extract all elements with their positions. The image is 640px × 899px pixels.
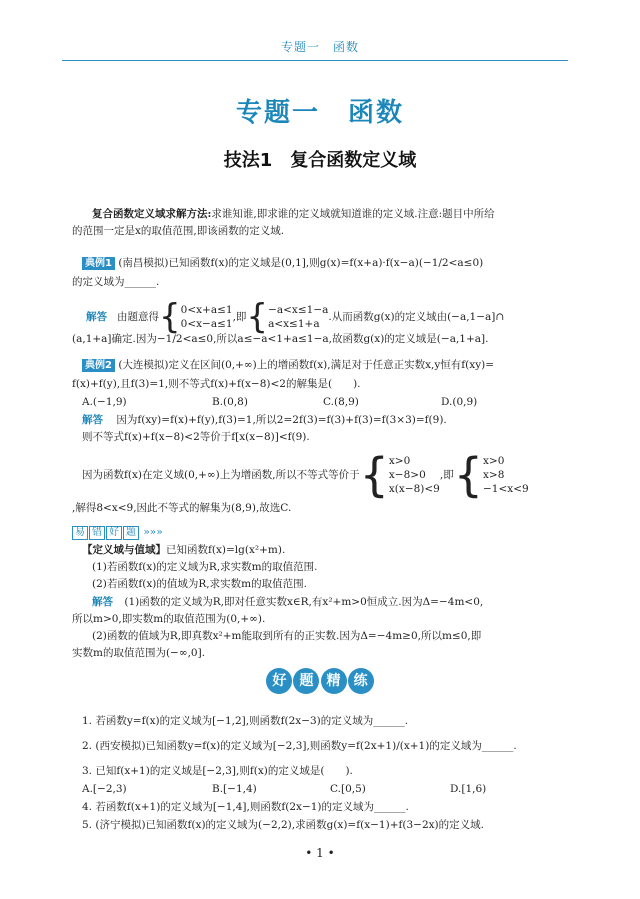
tricky-tag: 题 bbox=[123, 526, 139, 540]
ex1-answer-pre: 由题意得 bbox=[117, 311, 159, 323]
ex2-sys1-row: x>0 bbox=[388, 455, 411, 467]
ex1-answer-label: 解答 bbox=[86, 311, 107, 323]
tricky-answer-1b: 所以m>0,即实数m的取值范围为(0,+∞). bbox=[72, 613, 266, 625]
ex2-answer-text-1: 因为f(xy)=f(x)+f(y),f(3)=1,所以2=2f(3)=f(3)+f(3)=f(3×3)=f(9). bbox=[116, 414, 447, 426]
method-line-2: 的范围一定是x的取值范围,即该函数的定义域. bbox=[72, 225, 285, 237]
practice-banner-char: 精 bbox=[321, 668, 347, 694]
ex1-sys1-row: 0<x+a≤1 bbox=[180, 304, 233, 316]
ex2-answer-mid: ,即 bbox=[439, 469, 454, 481]
ex2-option-a: A.(−1,9) bbox=[82, 396, 127, 408]
running-header: 专题一 函数 bbox=[280, 40, 359, 54]
ex2-brace-2: { bbox=[453, 448, 483, 502]
ex2-option-c: C.(8,9) bbox=[323, 396, 359, 408]
practice-q2: 2. (西安模拟)已知函数y=f(x)的定义域为[−2,3],则函数y=f(2x+1)/(x+1)的定义域为______. bbox=[82, 740, 517, 752]
method-label: 复合函数定义域求解方法: bbox=[92, 208, 212, 220]
ex2-option-d: D.(0,9) bbox=[441, 396, 478, 408]
ex2-answer-label: 解答 bbox=[82, 414, 103, 426]
tricky-arrows: »»» bbox=[143, 526, 163, 538]
ex2-answer-text-3: 因为函数f(x)在定义域(0,+∞)上为增函数,所以不等式等价于 bbox=[82, 469, 360, 481]
tricky-answer-2: (2)函数的值域为R,即真数x²+m能取到所有的正实数.因为Δ=−4m≥0,所以m≤0,即 bbox=[92, 630, 482, 642]
ex2-answer-line-2: 则不等式f(x)+f(x−8)<2等价于f[x(x−8)]<f(9). bbox=[82, 431, 310, 443]
ex2-sys1-row: x−8>0 bbox=[388, 469, 426, 481]
ex2-question: (大连模拟)定义在区间(0,+∞)上的增函数f(x),满足对于任意正实数x,y恒有f(xy)= bbox=[118, 359, 495, 371]
chapter-title: 专题一 函数 bbox=[235, 98, 404, 128]
practice-q1: 1. 若函数y=f(x)的定义域为[−1,2],则函数f(2x−3)的定义域为______. bbox=[82, 715, 409, 727]
tricky-q1: (1)若函数f(x)的定义域为R,求实数m的取值范围. bbox=[92, 561, 318, 573]
section-title: 技法1 复合函数定义域 bbox=[223, 150, 417, 171]
tricky-tag: 错 bbox=[89, 526, 105, 540]
ex1-answer-mid: ,即 bbox=[232, 311, 247, 323]
practice-q3-option-b: B.[−1,4) bbox=[212, 783, 257, 795]
ex1-line-2: 的定义域为______. bbox=[72, 276, 160, 288]
practice-q4: 4. 若函数f(x+1)的定义域为[−1,4],则函数f(2x−1)的定义域为______. bbox=[82, 801, 409, 813]
tricky-heading: 【定义域与值域】 bbox=[82, 544, 166, 556]
ex1-system-1 bbox=[181, 303, 233, 331]
ex1-line-1 bbox=[82, 255, 483, 271]
ex2-sys2-row: x>0 bbox=[483, 455, 505, 467]
practice-q3-option-d: D.[1,6) bbox=[450, 783, 487, 795]
tricky-question: 已知函数f(x)=lg(x²+m). bbox=[166, 544, 286, 556]
header-rule bbox=[62, 60, 568, 61]
ex1-brace-1: { bbox=[159, 297, 181, 337]
practice-q5: 5. (济宁模拟)已知函数f(x)的定义域为(−2,2),求函数g(x)=f(x−1)+f(3−2x)的定义域. bbox=[82, 819, 484, 831]
practice-banner-char: 题 bbox=[293, 668, 319, 694]
ex2-answer-line-1 bbox=[82, 412, 447, 428]
method-line-1 bbox=[92, 206, 495, 222]
practice-banner bbox=[0, 668, 640, 694]
ex1-answer-row bbox=[86, 297, 505, 337]
ex2-sys2-row: −1<x<9 bbox=[483, 483, 529, 495]
ex1-question: (南昌模拟)已知函数f(x)的定义域是(0,1],则g(x)=f(x+a)·f(x−a)(−1/2<a≤0) bbox=[118, 257, 484, 269]
practice-q3-option-a: A.[−2,3) bbox=[82, 783, 127, 795]
ex2-line-1 bbox=[82, 357, 494, 373]
ex1-system-2 bbox=[268, 303, 328, 331]
tricky-tag-row bbox=[72, 524, 163, 540]
tricky-answer-1: (1)函数的定义域为R,即对任意实数x∈R,有x²+m>0恒成立.因为Δ=−4m<0, bbox=[124, 596, 484, 608]
ex2-tag: 典例2 bbox=[82, 359, 115, 372]
ex2-line-2: f(x)+f(y),且f(3)=1,则不等式f(x)+f(x−8)<2的解集是( ). bbox=[72, 378, 361, 390]
tricky-tag: 好 bbox=[106, 526, 122, 540]
ex1-sys2-row: a<x≤1+a bbox=[268, 318, 320, 330]
ex2-sys1-row: x(x−8)<9 bbox=[388, 483, 440, 495]
ex2-system-1 bbox=[389, 454, 440, 496]
tricky-q2: (2)若函数f(x)的值域为R,求实数m的取值范围. bbox=[92, 578, 307, 590]
ex1-line-3: (a,1+a]确定.因为−1/2<a≤0,所以a≤−a<1+a≤1−a,故函数g(x)的定义域是(−a,1+a]. bbox=[72, 333, 489, 345]
tricky-answer-2b: 实数m的取值范围为(−∞,0]. bbox=[72, 647, 206, 659]
tricky-answer-label: 解答 bbox=[92, 596, 113, 608]
practice-banner-char: 好 bbox=[266, 668, 292, 694]
ex2-sys2-row: x>8 bbox=[483, 469, 505, 481]
practice-q3-option-c: C.[0,5) bbox=[330, 783, 366, 795]
ex1-sys2-row: −a<x≤1−a bbox=[268, 304, 329, 316]
ex1-answer-post: .从而函数g(x)的定义域由(−a,1−a]∩ bbox=[328, 311, 505, 323]
ex1-brace-2: { bbox=[246, 297, 269, 337]
ex1-tag: 典例1 bbox=[82, 257, 115, 270]
practice-banner-char: 练 bbox=[348, 668, 374, 694]
page-number: • 1 • bbox=[305, 846, 335, 860]
practice-q3: 3. 已知f(x+1)的定义域是[−2,3],则f(x)的定义域是( ). bbox=[82, 765, 353, 777]
ex2-brace-1: { bbox=[359, 448, 389, 502]
ex1-sys1-row: 0<x−a≤1 bbox=[180, 318, 233, 330]
ex2-option-b: B.(0,8) bbox=[212, 396, 248, 408]
tricky-tag: 易 bbox=[72, 526, 88, 540]
tricky-question-line bbox=[82, 542, 285, 558]
ex2-answer-line-4: ,解得8<x<9,因此不等式的解集为(8,9),故选C. bbox=[72, 502, 292, 514]
tricky-answer-line-1 bbox=[92, 594, 483, 610]
ex2-system-2 bbox=[483, 454, 529, 496]
method-text-1: 求谁知谁,即求谁的定义域就知道谁的定义域.注意:题目中所给 bbox=[211, 208, 495, 220]
ex2-answer-row-3 bbox=[82, 448, 529, 502]
